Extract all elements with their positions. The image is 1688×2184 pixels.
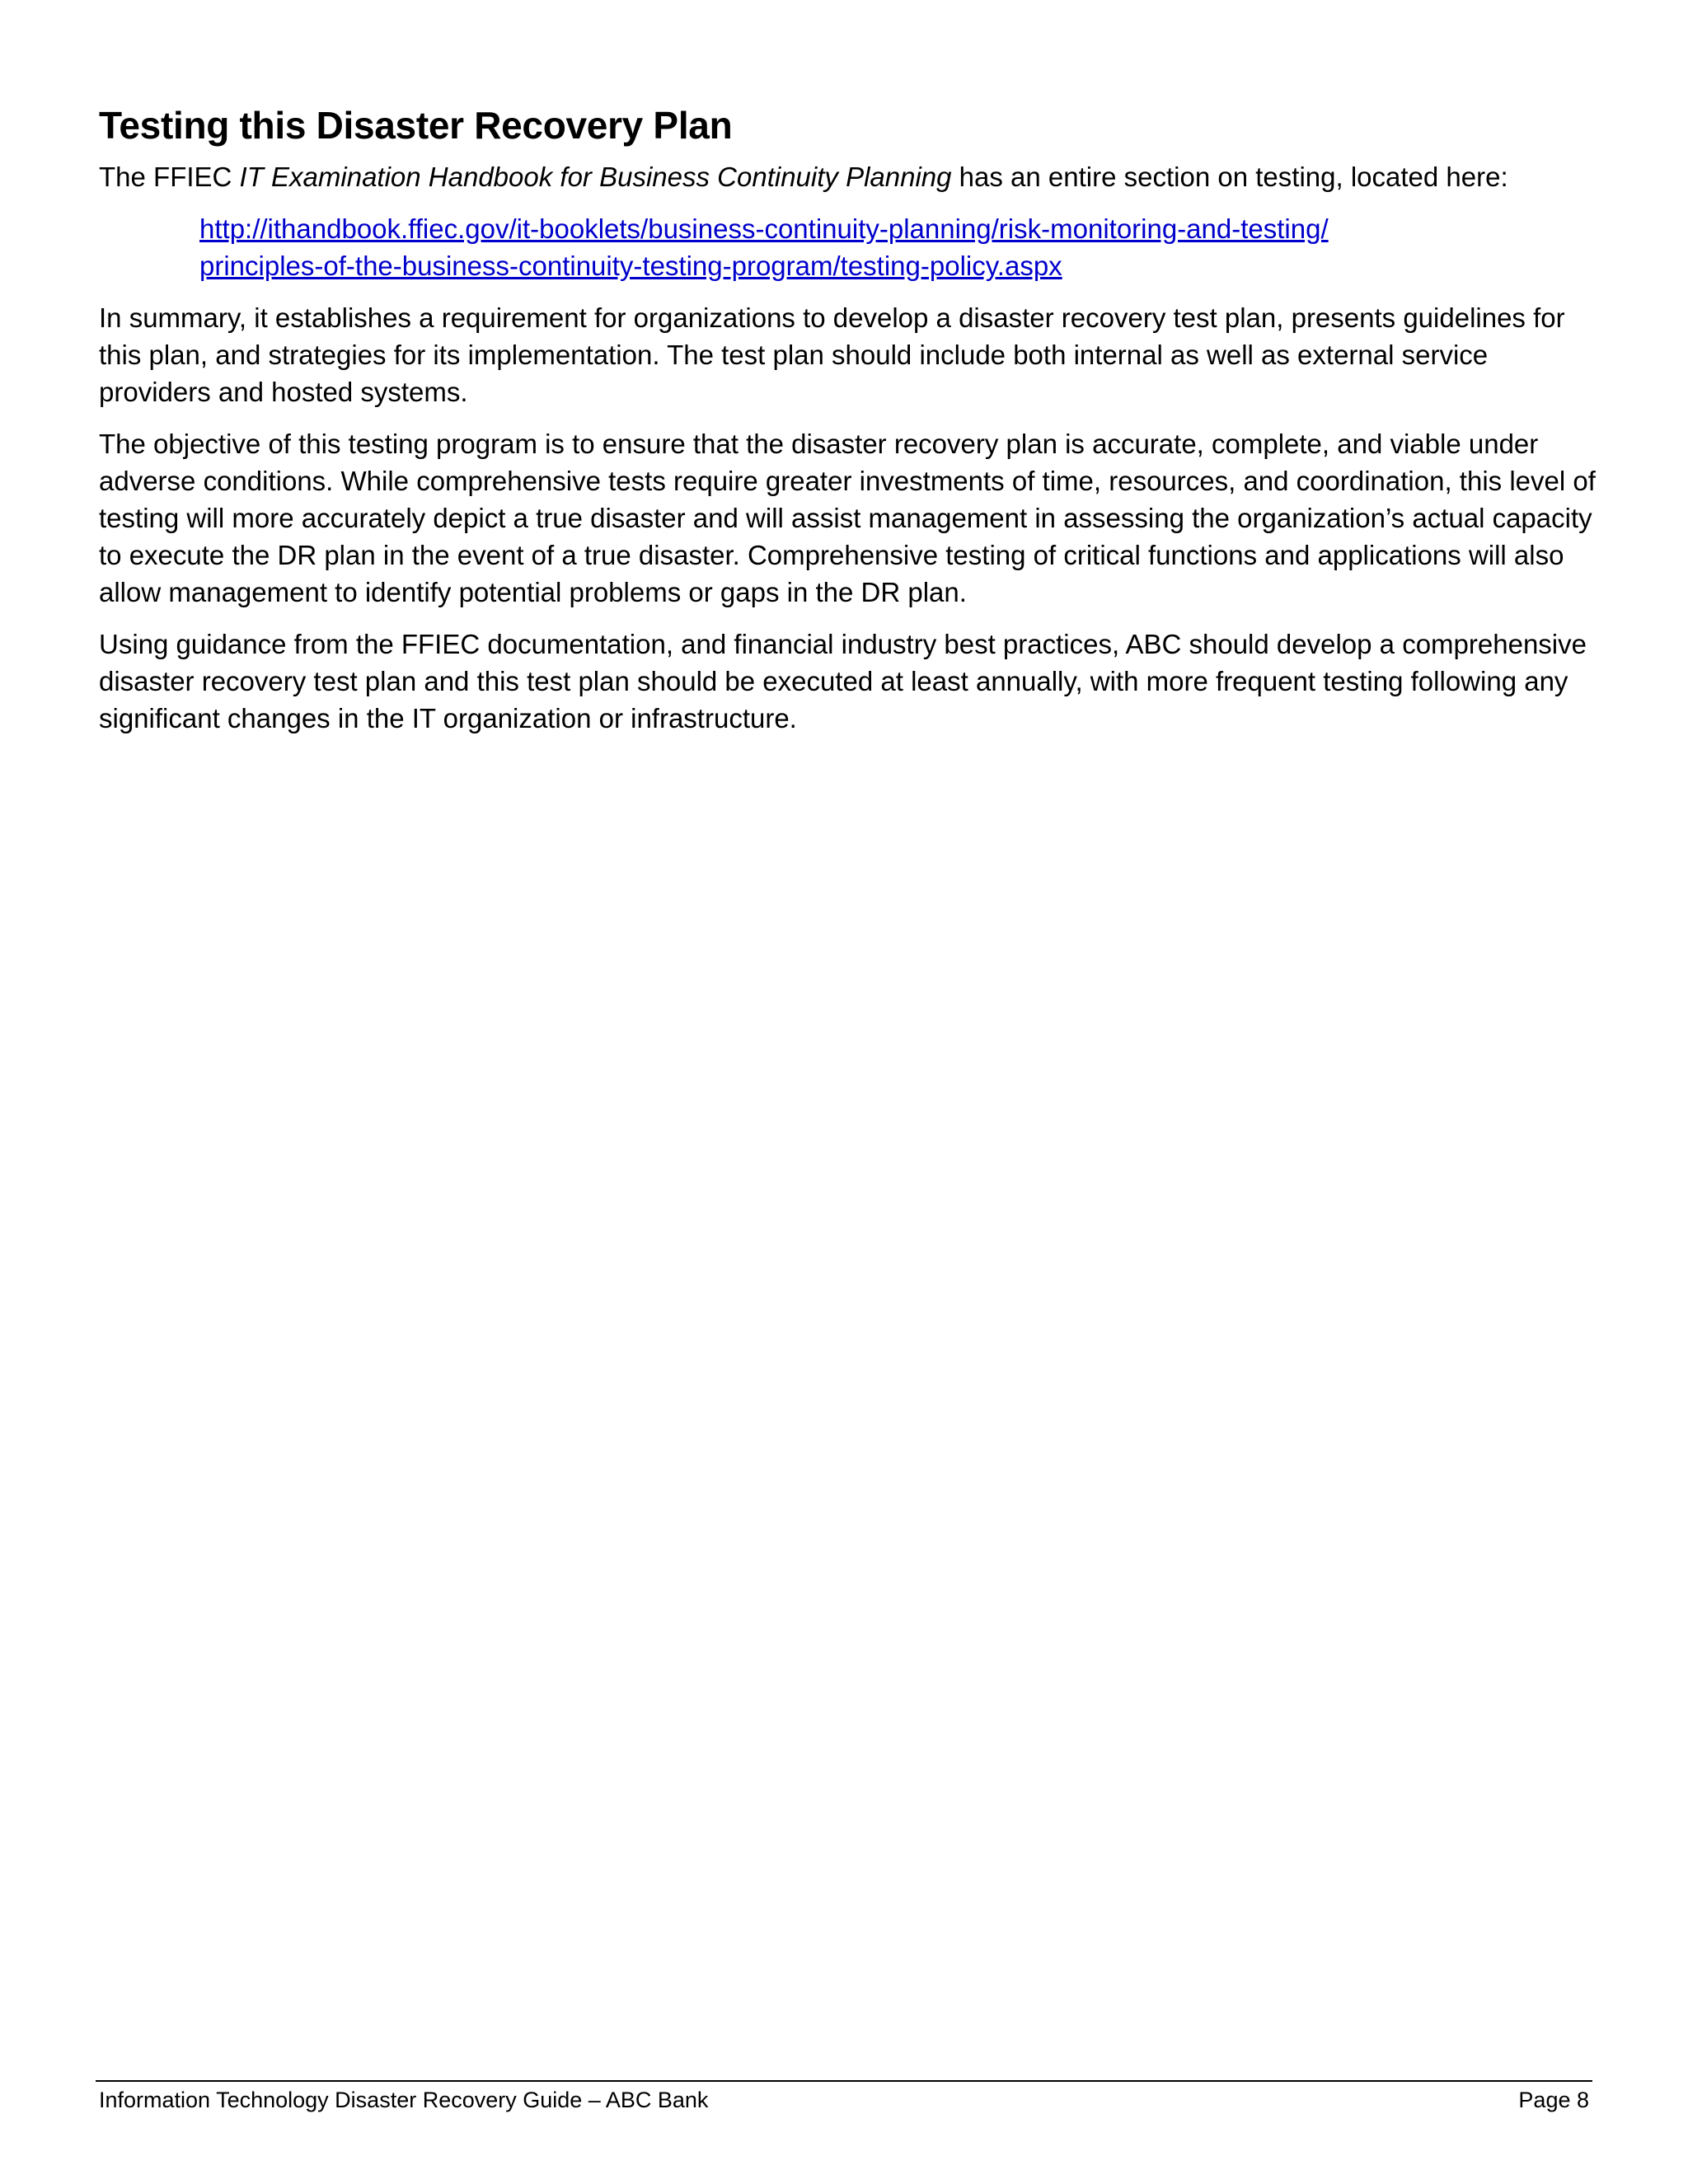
intro-suffix: has an entire section on testing, located here: <box>951 162 1508 192</box>
footer-divider <box>96 2080 1592 2082</box>
page-footer <box>99 2085 1589 2115</box>
intro-paragraph <box>99 158 1599 195</box>
handbook-title: IT Examination Handbook for Business Continuity Planning <box>239 162 952 192</box>
document-body <box>99 101 1599 752</box>
ffiec-link-line-2[interactable]: principles-of-the-business-continuity-testing-program/testing-policy.aspx <box>199 251 1062 281</box>
footer-page-number: Page 8 <box>1518 2088 1589 2112</box>
ffiec-link[interactable] <box>199 210 1599 284</box>
intro-prefix: The FFIEC <box>99 162 240 192</box>
footer-document-title: Information Technology Disaster Recovery Guide – ABC Bank <box>99 2088 709 2112</box>
page-title: Testing this Disaster Recovery Plan <box>99 104 733 147</box>
summary-paragraph: In summary, it establishes a requirement for organizations to develop a disaster recovery test plan, presents guidelines for this plan, and strategies for its implementation. The test plan should include both internal as well as external service providers and hosted systems. <box>99 302 1565 407</box>
objective-paragraph: The objective of this testing program is to ensure that the disaster recovery plan is accurate, complete, and viable under adverse conditions. While comprehensive tests require greater investments of time, resources, and coordination, this level of testing will more accurately depict a true disaster and will assist management in assessing the organization’s actual capacity to execute the DR plan in the event of a true disaster. Comprehensive testing of critical functions and applications will also allow management to identify potential problems or gaps in the DR plan. <box>99 429 1596 607</box>
guidance-paragraph: Using guidance from the FFIEC documentation, and financial industry best practices, ABC should develop a comprehensive disaster recovery test plan and this test plan should be executed at least annually, with more frequent testing following any significant changes in the IT organization or infrastructure. <box>99 629 1587 733</box>
ffiec-link-line-1[interactable]: http://ithandbook.ffiec.gov/it-booklets/business-continuity-planning/risk-monitoring-and-testing/ <box>199 213 1329 244</box>
